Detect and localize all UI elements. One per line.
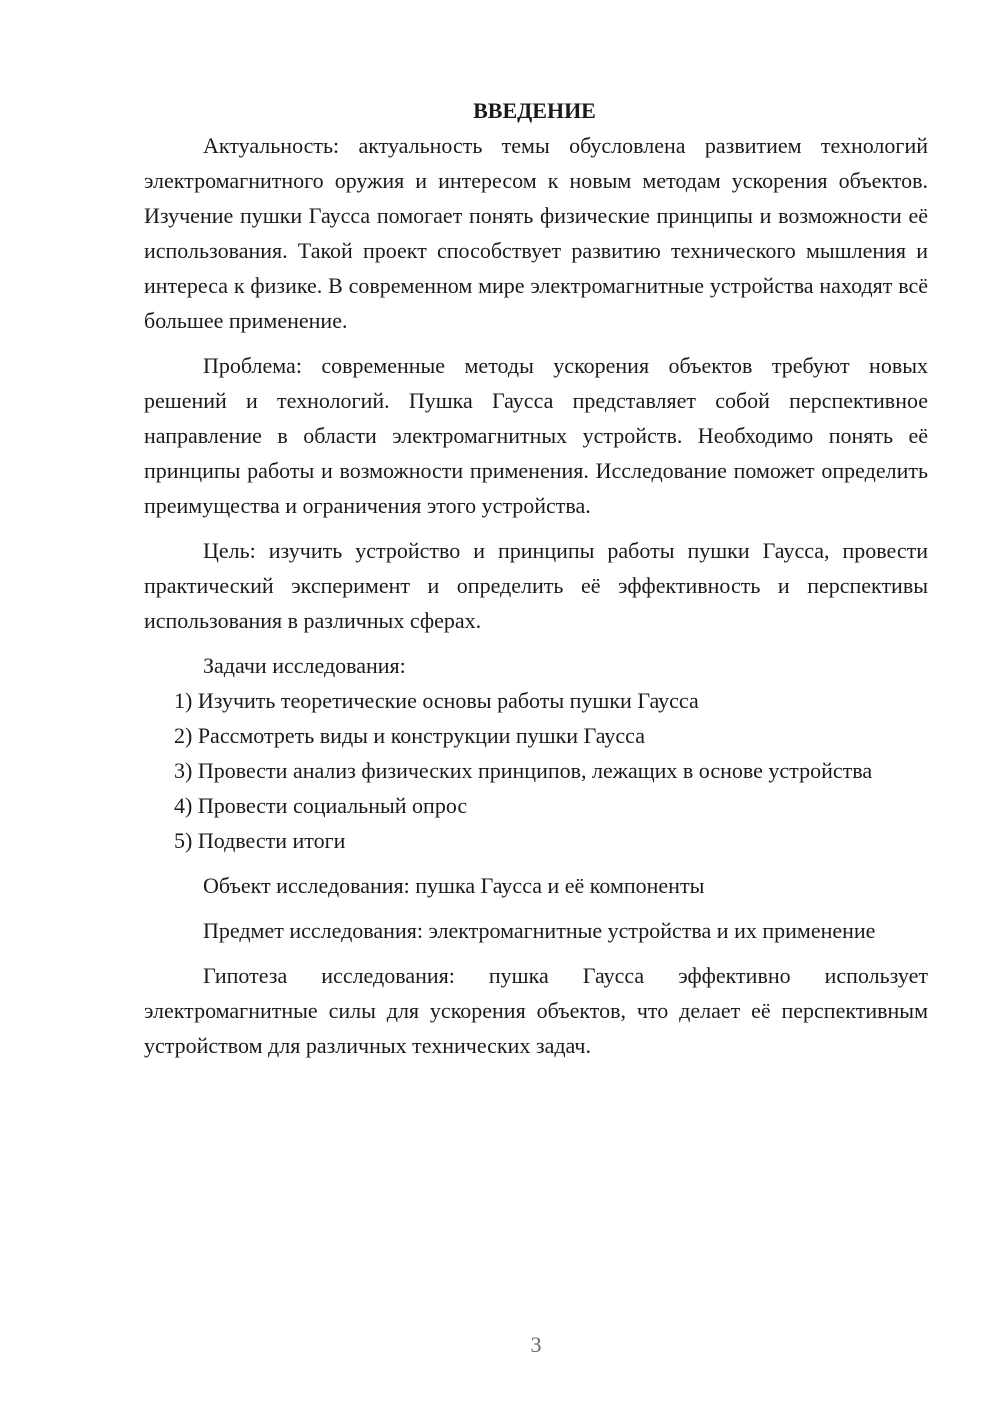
paragraph-object: Объект исследования: пушка Гаусса и её компоненты bbox=[203, 873, 705, 898]
task-item-2: 2) Рассмотреть виды и конструкции пушки Гаусса bbox=[174, 723, 645, 748]
task-list bbox=[144, 683, 928, 858]
task-item-4: 4) Провести социальный опрос bbox=[174, 793, 468, 818]
paragraph-problem: Проблема: современные методы ускорения объектов требуют новых решений и технологий. Пушка Гаусса представляет собой перспективное направление в области электромагнитных устройств. Необходимо понять её принципы работы и возможности применения. Исследование поможет определить преимущества и ограничения этого устройства. bbox=[144, 353, 928, 518]
section-heading: ВВЕДЕНИЕ bbox=[473, 98, 596, 123]
task-item-3: 3) Провести анализ физических принципов, лежащих в основе устройства bbox=[174, 758, 873, 783]
paragraph-goal: Цель: изучить устройство и принципы работы пушки Гаусса, провести практический эксперимент и определить её эффективность и перспективы использования в различных сферах. bbox=[144, 538, 928, 633]
document-page bbox=[144, 93, 928, 1063]
paragraph-relevance: Актуальность: актуальность темы обусловлена развитием технологий электромагнитного оружия и интересом к новым методам ускорения объектов. Изучение пушки Гаусса помогает понять физические принципы и возможности её использования. Такой проект способствует развитию технического мышления и интереса к физике. В современном мире электромагнитные устройства находят всё большее применение. bbox=[144, 133, 928, 333]
task-item-1: 1) Изучить теоретические основы работы пушки Гаусса bbox=[174, 688, 699, 713]
task-item-5: 5) Подвести итоги bbox=[174, 828, 346, 853]
paragraph-tasks-heading: Задачи исследования: bbox=[203, 653, 406, 678]
page-number: 3 bbox=[530, 1332, 542, 1357]
paragraph-hypothesis: Гипотеза исследования: пушка Гаусса эффективно использует электромагнитные силы для ускорения объектов, что делает её перспективным устройством для различных технических задач. bbox=[144, 963, 928, 1058]
paragraph-subject: Предмет исследования: электромагнитные устройства и их применение bbox=[203, 918, 876, 943]
